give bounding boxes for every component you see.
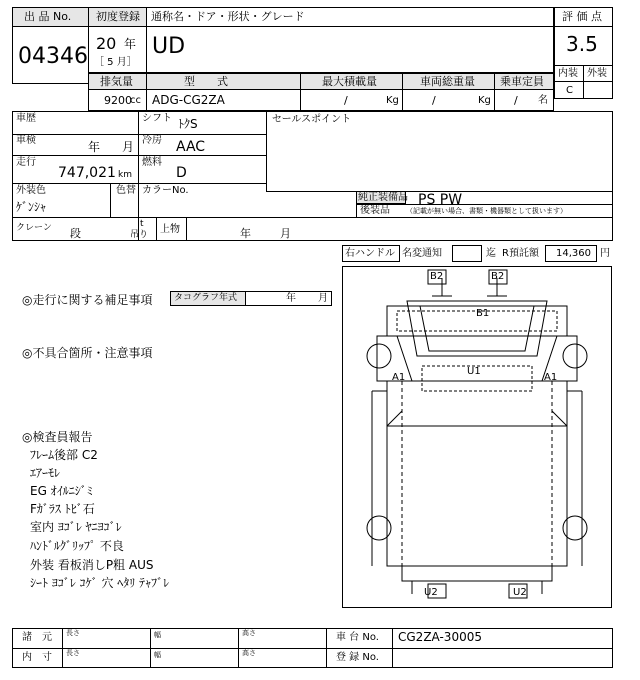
std-equip-label: 純正装備品	[358, 192, 408, 203]
inspector-line: ｴｱｰﾓﾚ	[30, 466, 61, 480]
mark-b2-left: B2	[430, 271, 444, 282]
inspection-label: 車検	[16, 135, 36, 146]
inspector-line: 室内 ﾖｺﾞﾚ ﾔﾆﾖｺﾞﾚ	[30, 520, 122, 534]
height-label: 高さ	[242, 649, 256, 657]
km-unit: km	[118, 170, 132, 180]
kg-unit-1: Kg	[386, 95, 399, 106]
mark-a1-right: A1	[544, 372, 558, 383]
recycle-value: 14,360	[556, 248, 591, 259]
shogen-label: 諸 元	[22, 632, 52, 643]
first-reg-label: 初度登録	[96, 10, 140, 23]
gross-weight: /	[432, 94, 436, 107]
yen-unit: 円	[600, 248, 610, 259]
upper-year: 年	[240, 227, 251, 240]
crane-steps: 段	[70, 227, 81, 240]
rating-value: 3.5	[566, 32, 598, 56]
gross-weight-label: 車両総重量	[420, 75, 475, 88]
inspection-year: 年	[88, 140, 101, 154]
inspection-month: 月	[122, 140, 135, 154]
capacity: /	[514, 94, 518, 107]
reg-year: 20	[96, 34, 117, 53]
inspector-line: Fｶﾞﾗｽ ﾄﾋﾞ石	[30, 502, 95, 516]
displacement: 9200	[104, 94, 132, 107]
width-label: 幅	[154, 631, 161, 639]
mileage-label: 走行	[16, 157, 36, 168]
cc-unit: cc	[130, 95, 141, 106]
chassis-label: 車 台 No.	[336, 632, 379, 643]
inspector-line: ｼｰﾄ ﾖｺﾞﾚ ｺｹﾞ 穴 ﾍﾀﾘ ﾃｬﾌﾞﾚ	[30, 576, 170, 590]
inspector-label: ◎検査員報告	[22, 430, 93, 444]
mark-b1: B1	[476, 308, 490, 319]
color-no-label: カラーNo.	[142, 185, 189, 196]
reg-year-unit: 年	[124, 37, 137, 51]
history-label: 車歴	[16, 113, 36, 124]
mark-u2-right: U2	[513, 587, 527, 598]
tacho-month: 月	[318, 293, 328, 304]
spec-header-row	[88, 73, 554, 90]
color-change-label: 色替	[116, 185, 136, 196]
kg-unit-2: Kg	[478, 95, 491, 106]
persons-unit: 名	[538, 95, 548, 106]
length-label: 長さ	[66, 649, 80, 657]
reg-month: ［ 5 月］	[94, 57, 137, 68]
mileage-value: 747,021	[58, 165, 116, 181]
recycle-label: R預託額	[502, 248, 539, 259]
width-label: 幅	[154, 651, 161, 659]
aftermarket-label: 後装品	[360, 205, 390, 216]
name-label: 通称名・ドア・形状・グレード	[151, 10, 305, 23]
mark-u2-left: U2	[424, 587, 438, 598]
sales-point-label: セールスポイント	[272, 114, 352, 125]
ac-value: AAC	[176, 139, 206, 155]
crane-hang: 吊り	[130, 230, 149, 240]
length-label: 長さ	[66, 629, 80, 637]
exterior-label: 外装	[587, 68, 607, 79]
inspector-line: ﾌﾚｰﾑ後部 C2	[30, 448, 98, 462]
vehicle-name: UD	[152, 34, 186, 59]
reg-no-label: 登 録 No.	[336, 652, 379, 663]
fuel-label: 燃料	[142, 157, 162, 168]
ac-label: 冷房	[142, 135, 162, 146]
shift-value: ﾄｸS	[178, 117, 198, 131]
capacity-label: 乗車定員	[500, 75, 544, 88]
driving-notes-label: ◎走行に関する補足事項	[22, 293, 153, 307]
inspector-line: EG ｵｲﾙﾆｼﾞﾐ	[30, 484, 93, 498]
lot-no: 04346	[18, 44, 88, 69]
mark-a1-left: A1	[392, 372, 406, 383]
name-change-box	[452, 245, 482, 262]
ext-color-label: 外装色	[16, 185, 46, 196]
model-label: 型 式	[184, 75, 228, 88]
model-code: ADG-CG2ZA	[152, 93, 225, 107]
interior-label: 内装	[558, 68, 578, 79]
height-label: 高さ	[242, 629, 256, 637]
mark-u1: U1	[467, 366, 481, 377]
chassis-value: CG2ZA-30005	[398, 630, 482, 644]
upper-month: 月	[280, 227, 291, 240]
naisun-label: 内 寸	[22, 652, 52, 663]
crane-t: t	[140, 219, 144, 229]
rating-label: 評 価 点	[562, 10, 602, 23]
inspector-line: 外装 看板消しP粗 AUS	[30, 558, 154, 572]
fuel-value: D	[176, 165, 187, 181]
rhd-label: 右ハンドル	[345, 248, 395, 259]
recycle-prefix: 迄	[486, 248, 496, 259]
shift-label: シフト	[142, 113, 172, 124]
lot-no-label: 出 品 No.	[24, 10, 72, 23]
max-load: /	[344, 94, 348, 107]
max-load-label: 最大積載量	[322, 75, 377, 88]
mark-b2-right: B2	[491, 271, 505, 282]
interior-grade: C	[566, 85, 573, 96]
ext-color-value: ｹﾞﾝｼｬ	[16, 200, 47, 214]
tacho-label: タコグラフ年式	[174, 293, 238, 303]
aftermarket-note: （記載が無い場合、書類・機器類として扱います）	[406, 207, 567, 215]
displacement-label: 排気量	[100, 75, 133, 88]
tacho-year: 年	[286, 293, 296, 304]
name-change-label: 名変通知	[402, 248, 442, 259]
defects-label: ◎不具合箇所・注意事項	[22, 346, 153, 360]
crane-label: クレーン	[16, 223, 52, 233]
std-equip-value: PS PW	[418, 192, 463, 208]
upper-label: 上物	[160, 224, 180, 235]
inspector-line: ﾊﾝﾄﾞﾙｸﾞﾘｯﾌﾟ 不良	[30, 539, 124, 553]
